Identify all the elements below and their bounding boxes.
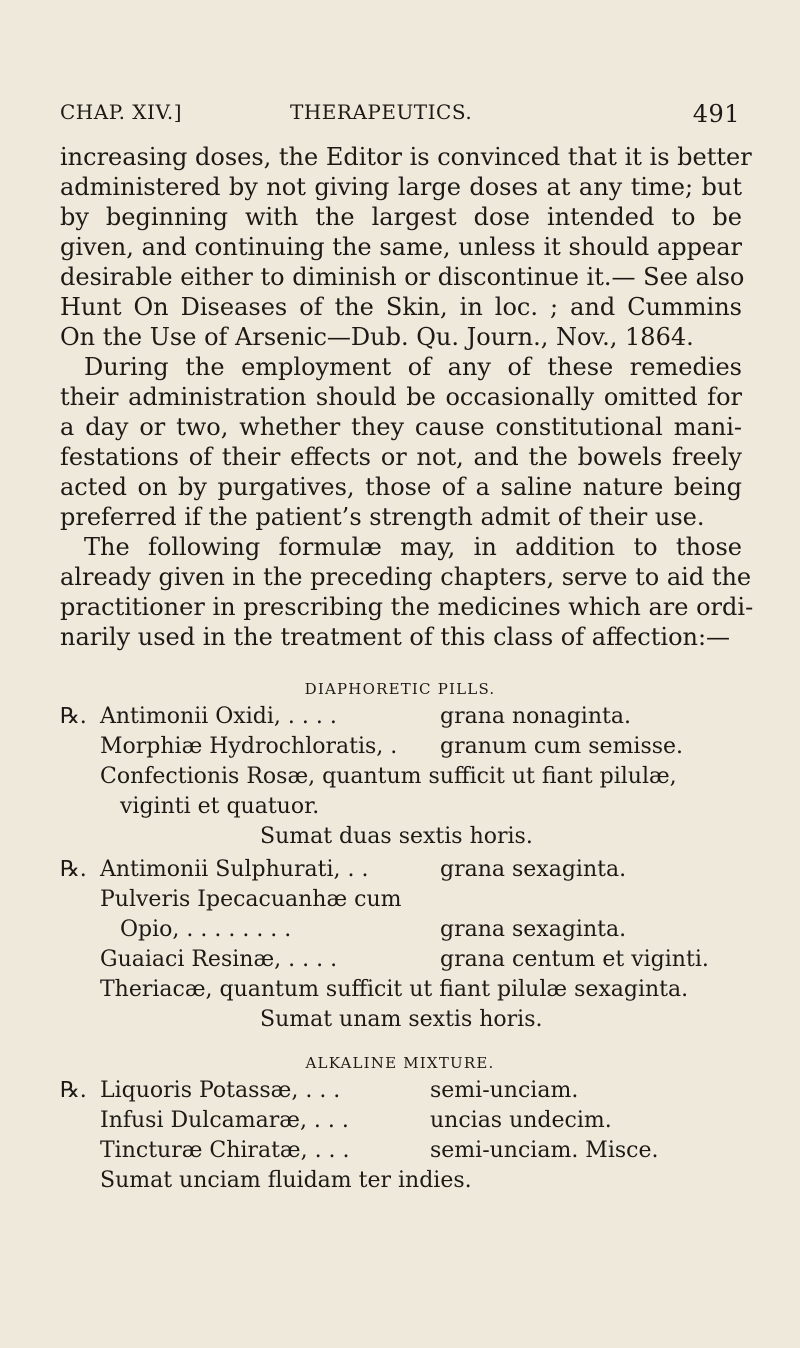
text-line: On the Use of Arsenic—Dub. Qu. Journ., Nov., 1864. — [60, 323, 694, 351]
page-number: 491 — [692, 100, 740, 128]
recipe-directions: Sumat duas sextis horis. — [260, 824, 533, 849]
text-line: a day or two, whether they cause constitutional mani- — [60, 413, 742, 441]
text-line: Hunt On Diseases of the Skin, in loc. ; and Cummins — [60, 293, 742, 321]
section-heading: DIAPHORETIC PILLS. — [304, 680, 496, 698]
text-line: narily used in the treatment of this class of affection:— — [60, 623, 731, 651]
text-line: The following formulæ may, in addition to those — [84, 533, 742, 561]
ingredient: Antimonii Sulphurati, . . — [100, 857, 369, 882]
amount: grana sexaginta. — [440, 917, 627, 942]
text-line: by beginning with the largest dose intended to be — [60, 203, 742, 231]
recipe — [60, 1076, 760, 1196]
text-line: desirable either to diminish or discontinue it.— See also — [60, 263, 745, 291]
recipe-continuation: Theriacæ, quantum sufficit ut fiant pilulæ sexaginta. — [100, 977, 689, 1002]
amount: semi-unciam. — [430, 1078, 579, 1103]
ingredient: Antimonii Oxidi, . . . . — [100, 704, 337, 729]
text-line: festations of their effects or not, and the bowels freely — [60, 443, 742, 471]
amount: uncias undecim. — [430, 1108, 612, 1133]
running-header — [60, 100, 740, 132]
ingredient: Pulveris Ipecacuanhæ cum — [100, 887, 402, 912]
text-line: preferred if the patient’s strength admit of their use. — [60, 503, 705, 531]
amount: granum cum semisse. — [440, 734, 684, 759]
amount: grana nonaginta. — [440, 704, 631, 729]
amount: semi-unciam. Misce. — [430, 1138, 659, 1163]
recipe-symbol: ℞. — [60, 857, 87, 882]
text-line: During the employment of any of these remedies — [84, 353, 742, 381]
recipe-directions: Sumat unam sextis horis. — [260, 1007, 543, 1032]
chapter-label: CHAP. XIV.] — [60, 100, 183, 124]
recipe-continuation: Confectionis Rosæ, quantum sufficit ut fiant pilulæ, — [100, 764, 677, 789]
text-line: increasing doses, the Editor is convinced that it is better — [60, 143, 752, 171]
amount: grana sexaginta. — [440, 857, 627, 882]
body-paragraphs — [60, 142, 754, 652]
text-line: their administration should be occasionally omitted for — [60, 383, 742, 411]
text-line: acted on by purgatives, those of a saline nature being — [60, 473, 742, 501]
recipe — [60, 855, 760, 1035]
section-heading: ALKALINE MIXTURE. — [305, 1054, 495, 1072]
text-line: already given in the preceding chapters, serve to aid the — [60, 563, 752, 591]
ingredient: Morphiæ Hydrochloratis, . — [100, 734, 398, 759]
ingredient: Opio, . . . . . . . . — [120, 917, 292, 942]
recipe — [60, 702, 760, 852]
ingredient: Infusi Dulcamaræ, . . . — [100, 1108, 349, 1133]
recipe-directions: Sumat unciam fluidam ter indies. — [100, 1168, 472, 1193]
section-title-header: THERAPEUTICS. — [290, 100, 473, 124]
recipe-symbol: ℞. — [60, 1078, 87, 1103]
recipe-symbol: ℞. — [60, 704, 87, 729]
ingredient: Tincturæ Chiratæ, . . . — [100, 1138, 350, 1163]
ingredient: Liquoris Potassæ, . . . — [100, 1078, 341, 1103]
text-line: given, and continuing the same, unless it should appear — [60, 233, 742, 261]
recipe-continuation: viginti et quatuor. — [120, 794, 320, 819]
text-line: practitioner in prescribing the medicines which are ordi- — [60, 593, 754, 621]
text-line: administered by not giving large doses at any time; but — [60, 173, 742, 201]
amount: grana centum et viginti. — [440, 947, 709, 972]
ingredient: Guaiaci Resinæ, . . . . — [100, 947, 338, 972]
